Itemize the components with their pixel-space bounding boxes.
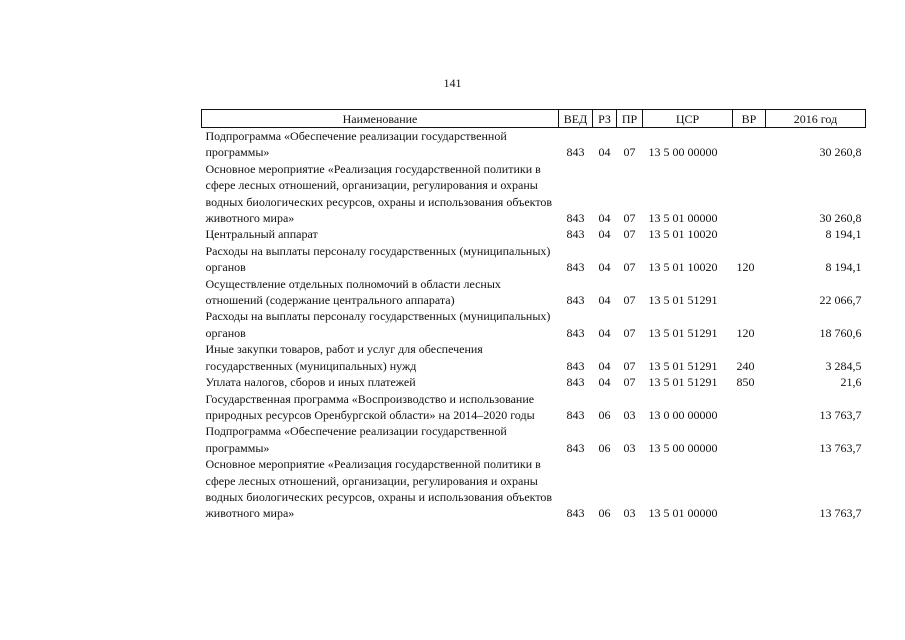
cell-ved: 843 [566, 227, 585, 242]
cell-vr: 850 [736, 375, 755, 390]
cell-pr: 07 [623, 325, 636, 340]
table-row [202, 243, 866, 276]
cell-csr: 13 5 01 51291 [648, 293, 718, 308]
cell-rz: 04 [598, 325, 611, 340]
header-csr: ЦСР [643, 110, 733, 128]
cell-csr: 13 5 01 51291 [648, 325, 718, 340]
cell-pr: 07 [623, 227, 636, 242]
cell-rz: 06 [598, 407, 611, 422]
table-row [202, 374, 866, 390]
table-row [202, 226, 866, 242]
cell-pr: 07 [623, 211, 636, 226]
cell-vr: 240 [736, 358, 755, 373]
cell-ved: 843 [566, 211, 585, 226]
cell-rz: 04 [598, 145, 611, 160]
cell-amount: 22 066,7 [819, 293, 862, 308]
cell-csr: 13 5 01 51291 [648, 358, 718, 373]
cell-rz: 04 [598, 211, 611, 226]
cell-ved: 843 [566, 260, 585, 275]
cell-pr: 07 [623, 260, 636, 275]
cell-pr: 07 [623, 375, 636, 390]
cell-vr [733, 456, 766, 522]
cell-amount: 3 284,5 [825, 358, 862, 373]
cell-pr: 03 [623, 407, 636, 422]
cell-name: Центральный аппарат [205, 227, 318, 242]
cell-rz: 06 [598, 506, 611, 521]
cell-vr [733, 161, 766, 227]
cell-rz: 04 [598, 227, 611, 242]
cell-name: Основное мероприятие «Реализация государственной политики в сфере лесных отношений, организации, регулирования и охраны водных биологических ресурсов, охраны и использования объектов животного мира» [205, 457, 553, 521]
cell-amount: 18 760,6 [819, 325, 862, 340]
cell-amount: 13 763,7 [819, 407, 862, 422]
table-row [202, 276, 866, 309]
cell-rz: 04 [598, 260, 611, 275]
cell-ved: 843 [566, 440, 585, 455]
cell-pr: 03 [623, 506, 636, 521]
cell-pr: 03 [623, 440, 636, 455]
cell-ved: 843 [566, 506, 585, 521]
cell-vr [733, 276, 766, 309]
cell-amount: 30 260,8 [819, 145, 862, 160]
cell-name: Уплата налогов, сборов и иных платежей [205, 375, 416, 390]
cell-vr: 120 [736, 325, 755, 340]
cell-ved: 843 [566, 293, 585, 308]
page-number: 141 [443, 76, 462, 90]
cell-ved: 843 [566, 375, 585, 390]
cell-name: Осуществление отдельных полномочий в области лесных отношений (содержание центрального аппарата) [205, 276, 501, 308]
cell-csr: 13 5 00 00000 [648, 440, 718, 455]
cell-name: Иные закупки товаров, работ и услуг для обеспечения государственных (муниципальных) нужд [205, 342, 483, 373]
budget-table [201, 109, 866, 522]
cell-vr [733, 226, 766, 242]
cell-amount: 8 194,1 [825, 260, 862, 275]
cell-csr: 13 0 00 00000 [648, 407, 718, 422]
cell-rz: 04 [598, 358, 611, 373]
cell-csr: 13 5 01 00000 [648, 506, 718, 521]
cell-pr: 07 [623, 145, 636, 160]
cell-name: Основное мероприятие «Реализация государственной политики в сфере лесных отношений, организации, регулирования и охраны водных биологических ресурсов, охраны и использования объектов животного мира» [205, 161, 553, 226]
cell-vr: 120 [736, 260, 755, 275]
cell-rz: 04 [598, 375, 611, 390]
cell-vr [733, 423, 766, 456]
cell-name: Подпрограмма «Обеспечение реализации государственной программы» [205, 129, 507, 160]
cell-csr: 13 5 01 51291 [648, 375, 718, 390]
header-ved: ВЕД [559, 110, 593, 128]
cell-csr: 13 5 00 00000 [648, 145, 718, 160]
table-row [202, 423, 866, 456]
cell-csr: 13 5 01 10020 [648, 260, 718, 275]
cell-vr [733, 391, 766, 424]
cell-vr [733, 128, 766, 161]
cell-name: Подпрограмма «Обеспечение реализации государственной программы» [205, 424, 507, 455]
cell-ved: 843 [566, 407, 585, 422]
cell-csr: 13 5 01 00000 [648, 211, 718, 226]
cell-pr: 07 [623, 293, 636, 308]
table-row [202, 128, 866, 161]
cell-ved: 843 [566, 145, 585, 160]
table-header-row [202, 110, 866, 128]
header-year: 2016 год [766, 110, 866, 128]
table-row [202, 161, 866, 227]
cell-rz: 06 [598, 440, 611, 455]
cell-amount: 30 260,8 [819, 211, 862, 226]
cell-pr: 07 [623, 358, 636, 373]
table-row [202, 456, 866, 522]
table-row [202, 391, 866, 424]
cell-ved: 843 [566, 358, 585, 373]
header-rz: РЗ [593, 110, 617, 128]
header-pr: ПР [617, 110, 643, 128]
cell-csr: 13 5 01 10020 [648, 227, 718, 242]
cell-rz: 04 [598, 293, 611, 308]
table-row [202, 308, 866, 341]
cell-amount: 13 763,7 [819, 506, 862, 521]
cell-name: Расходы на выплаты персоналу государственных (муниципальных) органов [205, 243, 551, 275]
table-row [202, 341, 866, 374]
cell-name: Государственная программа «Воспроизводство и использование природных ресурсов Оренбургской области» на 2014–2020 годы [205, 391, 535, 422]
cell-ved: 843 [566, 325, 585, 340]
cell-amount: 13 763,7 [819, 440, 862, 455]
cell-amount: 21,6 [840, 375, 862, 390]
cell-amount: 8 194,1 [825, 227, 862, 242]
header-vr: ВР [733, 110, 766, 128]
cell-name: Расходы на выплаты персоналу государственных (муниципальных) органов [205, 309, 551, 340]
header-name: Наименование [202, 110, 559, 128]
